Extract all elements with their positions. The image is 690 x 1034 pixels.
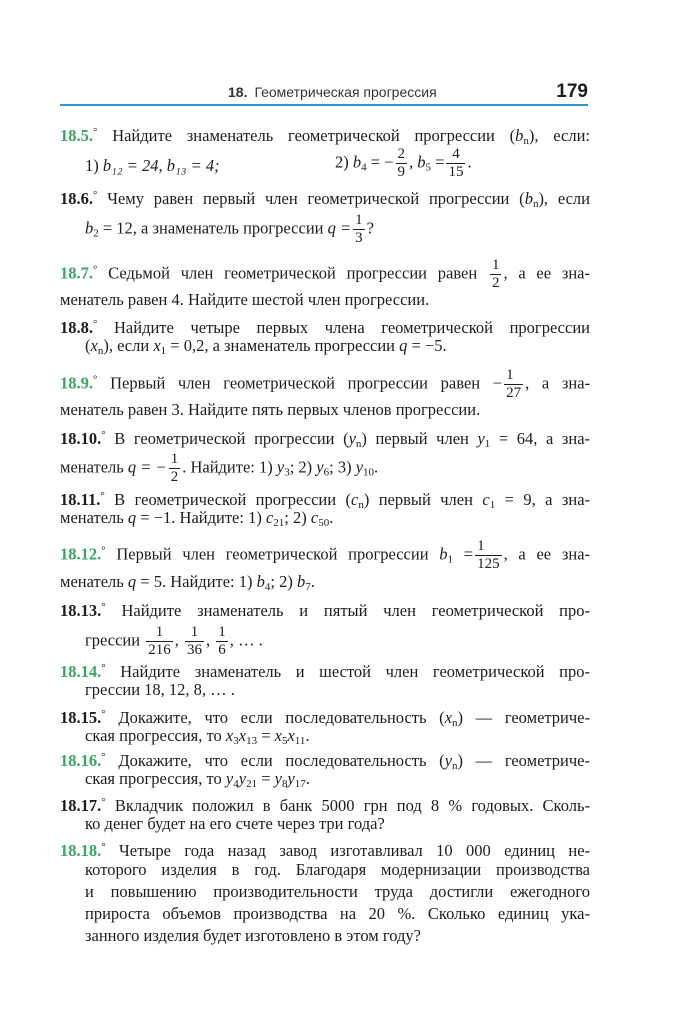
fraction: $\frac{1}{36}$: [186, 624, 202, 658]
problem-18-18: 18.18.° Четыре года назад завод изготавливал 10 000 единиц не-: [60, 841, 591, 860]
problem-18-13: 18.13.° Найдите знаменатель и пятый член геометрической про-: [60, 601, 591, 620]
problem-18-18-line-2: которого изделия в год. Благодаря модернизации производства: [85, 860, 590, 879]
problem-number: 18.9.: [60, 373, 93, 393]
problem-number: 18.18.: [60, 841, 102, 860]
problem-number: 18.14.: [60, 662, 102, 681]
fraction: $\frac{1}{6}$: [218, 624, 226, 658]
problem-18-5-item-2: 2) $b_4$ = − $\frac{2}{9}$ , $b_5$ = $\frac{4}{15}$ .: [335, 146, 472, 180]
problem-18-6-line-2: $b_2 = 12$, а знаменатель прогрессии q = $\frac{1}{3}$ ?: [85, 212, 374, 246]
problem-18-15: 18.15.° Докажите, что если последовательность $(x_n)$ — геометриче-: [60, 708, 590, 729]
problem-18-8: 18.8.° Найдите четыре первых члена геометрической прогрессии: [60, 318, 590, 337]
chapter-name: Геометрическая прогрессия: [254, 84, 437, 100]
problem-18-7: 18.7.° Седьмой член геометрической прогрессии равен $\frac{1}{2}$ , а ее зна-: [60, 257, 590, 291]
problem-number: 18.13.: [60, 601, 102, 620]
problem-number: 18.5.: [60, 126, 93, 145]
problem-number: 18.11.: [60, 490, 101, 509]
problem-18-10: 18.10.° В геометрической прогрессии $(y_n)$ первый член $y_1 = 64$, а зна-: [60, 429, 591, 450]
problem-18-7-line-2: менатель равен 4. Найдите шестой член прогрессии.: [60, 290, 430, 309]
problem-18-5-item-1: 1) b₁₂ = 24, b₁₃ = 4;: [85, 156, 220, 175]
fraction: $\frac{1}{3}$: [355, 212, 363, 246]
problem-18-14: 18.14.° Найдите знаменатель и шестой член геометрической про-: [60, 662, 590, 681]
page-header: [60, 81, 588, 104]
chapter-number: 18.: [228, 84, 248, 100]
problem-number: 18.12.: [60, 544, 102, 564]
page-number: 179: [556, 81, 588, 102]
problem-18-15-line-2: ская прогрессия, то $x_3x_{13} = x_5x_{11}$.: [85, 726, 310, 747]
fraction: $\frac{1}{2}$: [170, 451, 179, 485]
problem-18-11-line-2: менатель q = −1. Найдите: 1) $c_{21}$; 2) $c_{50}$.: [60, 508, 334, 529]
fraction: $\frac{1}{216}$: [148, 624, 171, 658]
problem-18-17: 18.17.° Вкладчик положил в банк 5000 грн под 8 % годовых. Сколь-: [60, 796, 591, 815]
problem-18-17-line-2: ко денег будет на его счете через три года?: [85, 814, 385, 833]
problem-18-12: 18.12.° Первый член геометрической прогрессии $b_1$ = $\frac{1}{125}$ , а ее зна-: [60, 538, 591, 572]
fraction: $\frac{1}{2}$: [491, 257, 500, 291]
problem-18-8-line-2: $(x_n)$, если $x_1 = 0,2$, а знаменатель прогрессии q = −5.: [85, 336, 447, 357]
problem-number: 18.15.: [60, 708, 102, 727]
problem-18-18-line-5: занного изделия будет изготовлено в этом году?: [85, 926, 421, 945]
problem-18-12-line-2: менатель q = 5. Найдите: 1) $b_4$; 2) $b_7$.: [60, 572, 315, 593]
problem-18-18-line-4: прироста объемов производства на 20 %. Сколько единиц ука-: [85, 904, 590, 923]
problem-18-10-line-2: менатель q = − $\frac{1}{2}$ . Найдите: 1) $y_3$; 2) $y_6$; 3) $y_{10}$.: [60, 451, 379, 485]
problem-number: 18.7.: [60, 263, 93, 283]
fraction: $\frac{1}{27}$: [506, 367, 522, 401]
problem-18-18-line-3: и повышению производительности труда достигли ежегодного: [85, 882, 590, 901]
problem-18-14-line-2: грессии 18, 12, 8, … .: [85, 680, 235, 699]
problem-18-9: 18.9.° Первый член геометрической прогрессии равен − $\frac{1}{27}$ , а зна-: [60, 367, 591, 401]
problem-18-5: 18.5.° Найдите знаменатель геометрической прогрессии $(b_n)$, если:: [60, 126, 591, 147]
problem-18-16-line-2: ская прогрессия, то $y_4y_{21} = y_8y_{17}$.: [85, 769, 310, 790]
fraction: $\frac{2}{9}$: [397, 146, 405, 180]
problem-18-6: 18.6.° Чему равен первый член геометрической прогрессии $(b_n)$, если: [60, 189, 590, 210]
problem-number: 18.10.: [60, 429, 102, 448]
problem-number: 18.17.: [60, 796, 102, 815]
problem-18-9-line-2: менатель равен 3. Найдите пять первых членов прогрессии.: [60, 400, 481, 419]
fraction: $\frac{4}{15}$: [448, 146, 464, 180]
chapter-title: [228, 84, 437, 100]
problem-18-16: 18.16.° Докажите, что если последовательность $(y_n)$ — геометриче-: [60, 751, 590, 772]
problem-number: 18.16.: [60, 751, 102, 770]
problem-number: 18.6.: [60, 189, 93, 208]
header-rule: [60, 104, 588, 106]
problem-18-11: 18.11.° В геометрической прогрессии $(c_n)$ первый член $c_1 = 9$, а зна-: [60, 490, 591, 511]
fraction: $\frac{1}{125}$: [477, 538, 500, 572]
problem-18-13-line-2: грессии $\frac{1}{216}$ , $\frac{1}{36}$ , $\frac{1}{6}$ , … .: [85, 624, 263, 658]
problem-number: 18.8.: [60, 318, 93, 337]
